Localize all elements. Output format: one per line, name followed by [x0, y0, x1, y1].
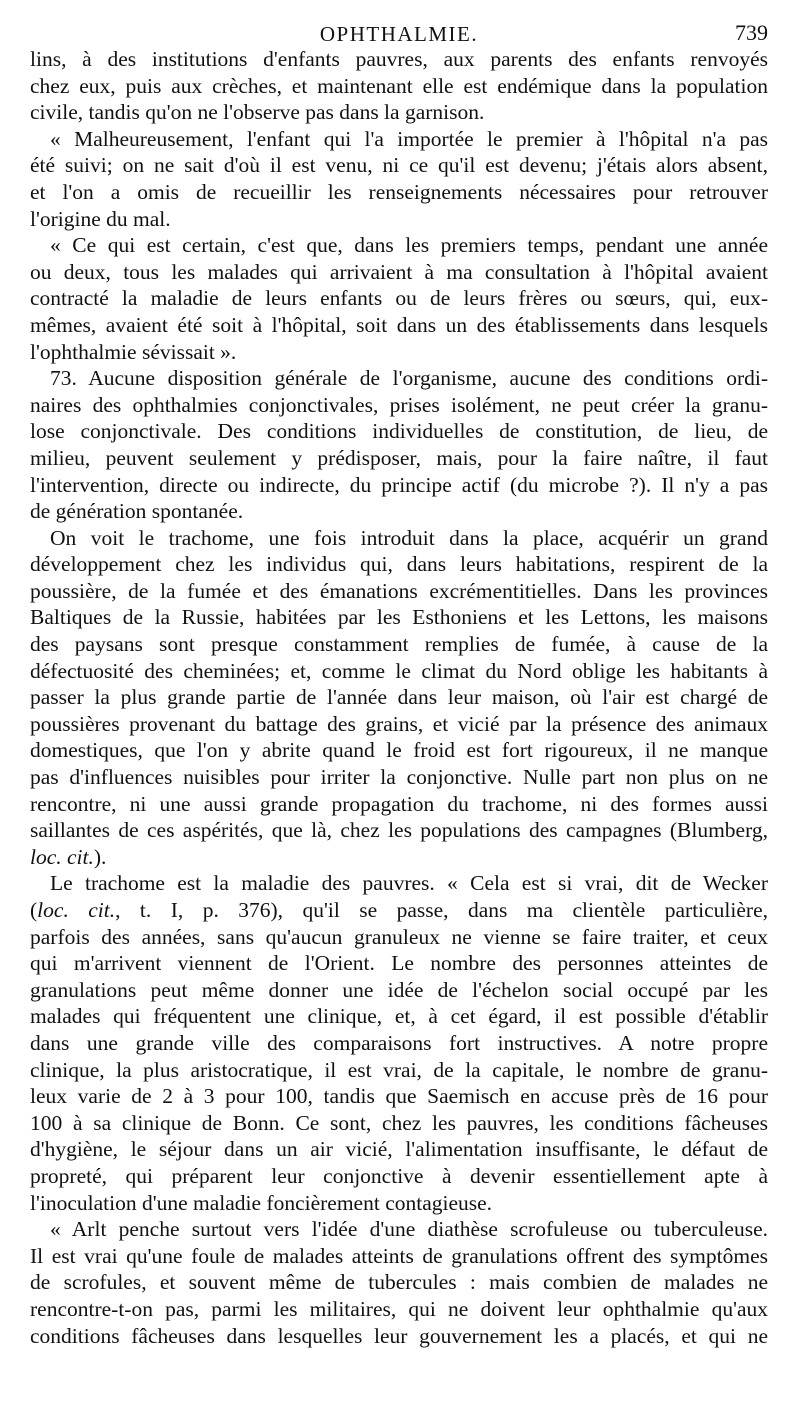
page-number: 739: [735, 20, 768, 45]
text-line: lose conjonctivale. Des conditions individuelles de constitution, de lieu, de: [30, 419, 768, 444]
text-line: ou deux, tous les malades qui arrivaient à ma consultation à l'hôpital avaient: [30, 259, 768, 284]
text-line: l'ophthalmie sévissait ».: [30, 339, 237, 364]
text-line: développement chez les individus qui, dans leurs habitations, respirent de la: [30, 552, 768, 577]
text-line: « Ce qui est certain, c'est que, dans les premiers temps, pendant une année: [50, 233, 768, 258]
text-line: granulations peut même donner une idée de l'échelon social occupé par les: [30, 977, 768, 1002]
text-line: chez eux, puis aux crèches, et maintenant elle est endémique dans la population: [30, 73, 768, 98]
text-line: d'hygiène, le séjour dans un air vicié, l'alimentation insuffisante, le défaut de: [30, 1137, 768, 1162]
text-line: clinique, la plus aristocratique, il est vrai, de la capitale, le nombre de granu-: [30, 1057, 768, 1082]
text-line: l'origine du mal.: [30, 206, 171, 231]
text-line: « Malheureusement, l'enfant qui l'a importée le premier à l'hôpital n'a pas: [50, 126, 768, 151]
text-line: poussière, de la fumée et des émanations excrémentitielles. Dans les provinces: [30, 578, 768, 603]
text-line: poussières provenant du battage des grains, et vicié par la présence des animaux: [30, 711, 768, 736]
text-line: parfois des années, sans qu'aucun granuleux ne vienne se faire traiter, et ceux: [30, 924, 768, 949]
text-line: « Arlt penche surtout vers l'idée d'une diathèse scrofuleuse ou tuberculeuse.: [50, 1217, 768, 1242]
page-header: [30, 0, 768, 46]
text-line: leux varie de 2 à 3 pour 100, tandis que Saemisch en accuse près de 16 pour: [30, 1084, 768, 1109]
text-line: l'intervention, directe ou indirecte, du principe actif (du microbe ?). Il n'y a pas: [30, 472, 768, 497]
text-line: Baltiques de la Russie, habitées par les Esthoniens et les Lettons, les maisons: [30, 605, 768, 630]
text-line: pas d'influences nuisibles pour irriter la conjonctive. Nulle part non plus on ne: [30, 765, 768, 790]
text-line: 73. Aucune disposition générale de l'organisme, aucune des conditions ordi-: [50, 366, 768, 391]
text-line: propreté, qui préparent leur conjonctive à devenir essentiellement apte à: [30, 1163, 768, 1188]
text-line: Il est vrai qu'une foule de malades atteints de granulations offrent des symptômes: [30, 1243, 768, 1268]
text-line: lins, à des institutions d'enfants pauvres, aux parents des enfants renvoyés: [30, 47, 768, 71]
text-line: passer la plus grande partie de l'année dans leur maison, où l'air est chargé de: [30, 685, 768, 710]
text-line: des paysans sont presque constamment remplies de fumée, à cause de la: [30, 632, 768, 657]
text-line: rencontre-t-on pas, parmi les militaires, qui ne doivent leur ophthalmie qu'aux: [30, 1296, 768, 1321]
text-line: malades qui fréquentent une clinique, et, à cet égard, il est possible d'établir: [30, 1004, 768, 1029]
text-line: de scrofules, et souvent même de tubercules : mais combien de malades ne: [30, 1270, 768, 1295]
text-line: (loc. cit., t. I, p. 376), qu'il se passe, dans ma clientèle particulière,: [30, 898, 768, 922]
text-line: naires des ophthalmies conjonctivales, prises isolément, ne peut créer la granu-: [30, 392, 768, 417]
text-line: 100 à sa clinique de Bonn. Ce sont, chez les pauvres, les conditions fâcheuses: [30, 1110, 768, 1135]
text-line: On voit le trachome, une fois introduit dans la place, acquérir un grand: [50, 525, 768, 550]
text-line: civile, tandis qu'on ne l'observe pas dans la garnison.: [30, 100, 485, 125]
text-line: et l'on a omis de recueillir les renseignements nécessaires pour retrouver: [30, 179, 768, 204]
text-line: l'inoculation d'une maladie foncièrement contagieuse.: [30, 1190, 493, 1215]
text-line: défectuosité des cheminées; et, comme le climat du Nord oblige les habitants à: [30, 658, 768, 683]
text-line: été suivi; on ne sait d'où il est venu, ni ce qu'il est devenu; j'étais alors absent,: [30, 153, 768, 178]
text-line: loc. cit.).: [30, 844, 107, 869]
text-line: Le trachome est la maladie des pauvres. « Cela est si vrai, dit de Wecker: [50, 871, 768, 896]
text-line: contracté la maladie de leurs enfants ou de leurs frères ou sœurs, qui, eux-: [30, 286, 768, 311]
text-line: rencontre, ni une aussi grande propagation du trachome, ni des formes aussi: [30, 791, 768, 816]
text-line: saillantes de ces aspérités, que là, chez les populations des campagnes (Blumberg,: [30, 818, 768, 843]
text-line: conditions fâcheuses dans lesquelles leur gouvernement les a placés, et qui ne: [30, 1323, 768, 1348]
text-line: qui m'arrivent viennent de l'Orient. Le nombre des personnes atteintes de: [30, 951, 768, 976]
text-line: dans une grande ville des comparaisons fort instructives. A notre propre: [30, 1030, 768, 1055]
text-line: domestiques, que l'on y abrite quand le froid est fort rigoureux, il ne manque: [30, 738, 768, 763]
text-line: milieu, peuvent seulement y prédisposer, mais, pour la faire naître, il faut: [30, 445, 768, 470]
book-page: [30, 0, 768, 1349]
text-line: mêmes, avaient été soit à l'hôpital, soit dans un des établissements dans lesquels: [30, 312, 768, 337]
running-head: OPHTHALMIE.: [319, 22, 479, 46]
body-text: [30, 46, 768, 1349]
text-line: de génération spontanée.: [30, 499, 244, 524]
